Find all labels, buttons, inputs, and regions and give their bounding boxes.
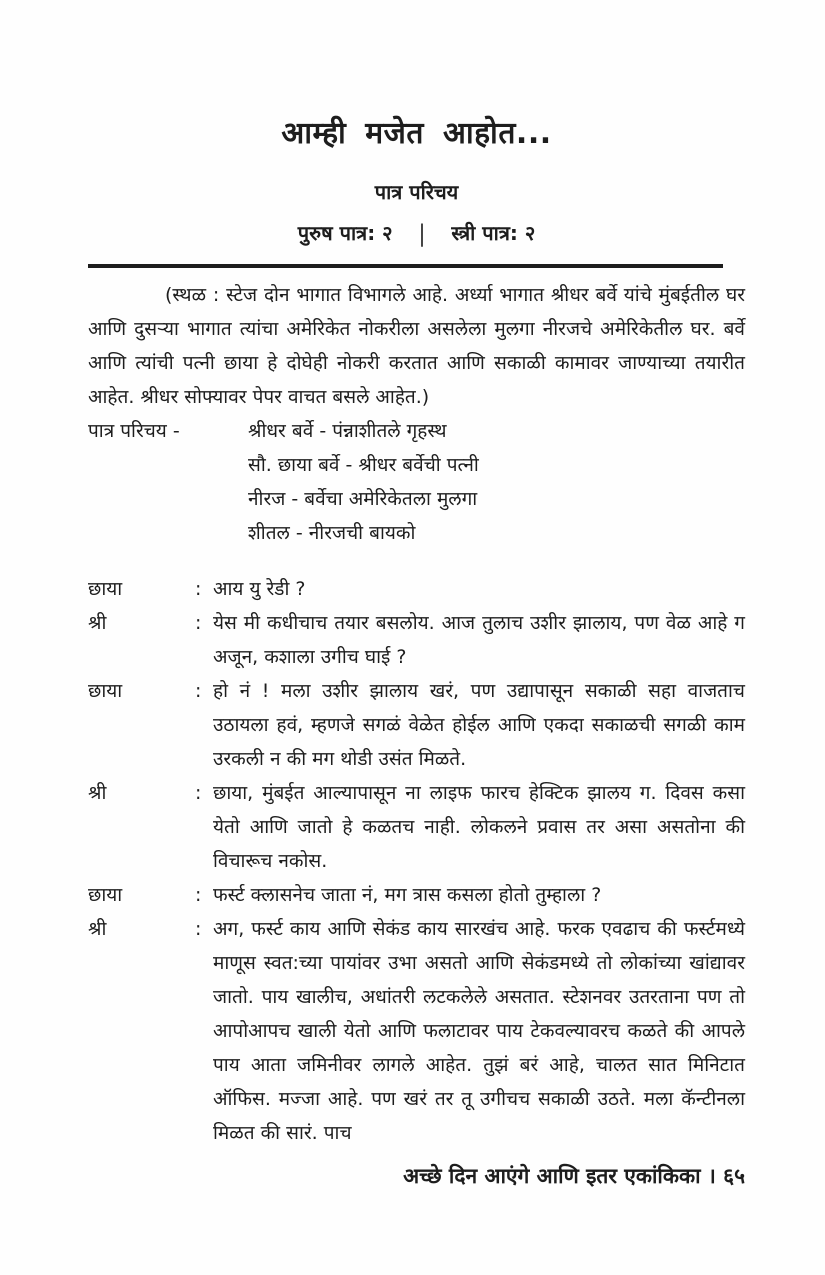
dialogue-speaker: श्री xyxy=(88,918,107,940)
header-divider xyxy=(88,264,723,268)
stage-direction: (स्थळ : स्टेज दोन भागात विभागले आहे. अर्ध्या भागात श्रीधर बर्वे यांचे मुंबईतील घर आणि दुसऱ्या भागात त्यांचा अमेरिकेत नोकरीला असलेला मुलगा नीरजचे अमेरिकेतील घर. बर्वे आणि त्यांची पत्नी छाया हे दोघेही नोकरी करतात आणि सकाळी कामावर जाण्याच्या तयारीत आहेत. श्रीधर सोफ्यावर पेपर वाचत बसले आहेत.) xyxy=(88,284,745,408)
cast-counts xyxy=(88,218,745,248)
dialogue-row xyxy=(88,912,745,1150)
dialogue-speaker: श्री xyxy=(88,612,107,634)
dialogue-colon: : xyxy=(195,884,202,906)
dialogue-colon: : xyxy=(195,612,202,634)
play-title: आम्ही मजेत आहोत... xyxy=(281,116,552,151)
cast-list-item: शीतल - नीरजची बायको xyxy=(248,522,416,544)
dialogue-colon: : xyxy=(195,918,202,940)
dialogue-speaker: श्री xyxy=(88,782,107,804)
page-footer-running-title: अच्छे दिन आएंगे आणि इतर एकांकिका । ६५ xyxy=(403,1164,745,1188)
dialogue-colon: : xyxy=(195,578,202,600)
dialogue-speaker: छाया xyxy=(88,884,123,906)
dialogue-text: आय यु रेडी ? xyxy=(213,578,306,600)
dialogue-row xyxy=(88,776,745,878)
female-cast-count: स्त्री पात्र: २ xyxy=(451,221,536,245)
dialogue-section xyxy=(88,572,745,1150)
dialogue-row xyxy=(88,878,745,912)
dialogue-text: छाया, मुंबईत आल्यापासून ना लाइफ फारच हेक्टिक झालय ग. दिवस कसा येतो आणि जातो हे कळतच नाही. लोकलने प्रवास तर असा असतोना की विचारूच नकोस. xyxy=(213,782,745,872)
cast-intro-heading: पात्र परिचय xyxy=(374,180,459,204)
page-header xyxy=(88,112,745,268)
dialogue-text: हो नं ! मला उशीर झालाय खरं, पण उद्यापासून सकाळी सहा वाजताच उठायला हवं, म्हणजे सगळं वेळेत होईल आणि एकदा सकाळची सगळी काम उरकली न की मग थोडी उसंत मिळते. xyxy=(213,680,745,770)
dialogue-speaker: छाया xyxy=(88,578,123,600)
cast-list xyxy=(248,414,745,550)
cast-list-item: नीरज - बर्वेचा अमेरिकेतला मुलगा xyxy=(248,488,478,510)
dialogue-text: अग, फर्स्ट काय आणि सेकंड काय सारखंच आहे. फरक एवढाच की फर्स्टमध्ये माणूस स्वत:च्या पायांवर उभा असतो आणि सेकंडमध्ये तो लोकांच्या खांद्यावर जातो. पाय खालीच, अधांतरी लटकलेले असतात. स्टेशनवर उतरताना पण तो आपोआपच खाली येतो आणि फलाटावर पाय टेकवल्यावरच कळते की आपले पाय आता जमिनीवर लागले आहेत. तुझं बरं आहे, चालत सात मिनिटात ऑफिस. मज्जा आहे. पण खरं तर तू उगीचच सकाळी उठते. मला कॅन्टीनला मिळत की सारं. पाच xyxy=(213,918,745,1144)
dialogue-speaker: छाया xyxy=(88,680,123,702)
dialogue-text: येस मी कधीचाच तयार बसलोय. आज तुलाच उशीर झालाय, पण वेळ आहे ग अजून, कशाला उगीच घाई ? xyxy=(213,612,745,668)
dialogue-row xyxy=(88,572,745,606)
dialogue-row xyxy=(88,606,745,674)
cast-block xyxy=(88,414,745,550)
cast-count-separator: | xyxy=(418,219,426,247)
cast-list-item: सौ. छाया बर्वे - श्रीधर बर्वेची पत्नी xyxy=(248,454,479,476)
dialogue-colon: : xyxy=(195,782,202,804)
male-cast-count: पुरुष पात्र: २ xyxy=(297,221,393,245)
script-body xyxy=(88,278,745,1150)
cast-label: पात्र परिचय - xyxy=(88,420,180,442)
cast-list-item: श्रीधर बर्वे - पंन्नाशीतले गृहस्थ xyxy=(248,420,447,442)
dialogue-text: फर्स्ट क्लासनेच जाता नं, मग त्रास कसला होतो तुम्हाला ? xyxy=(213,884,602,906)
dialogue-row xyxy=(88,674,745,776)
dialogue-colon: : xyxy=(195,680,202,702)
